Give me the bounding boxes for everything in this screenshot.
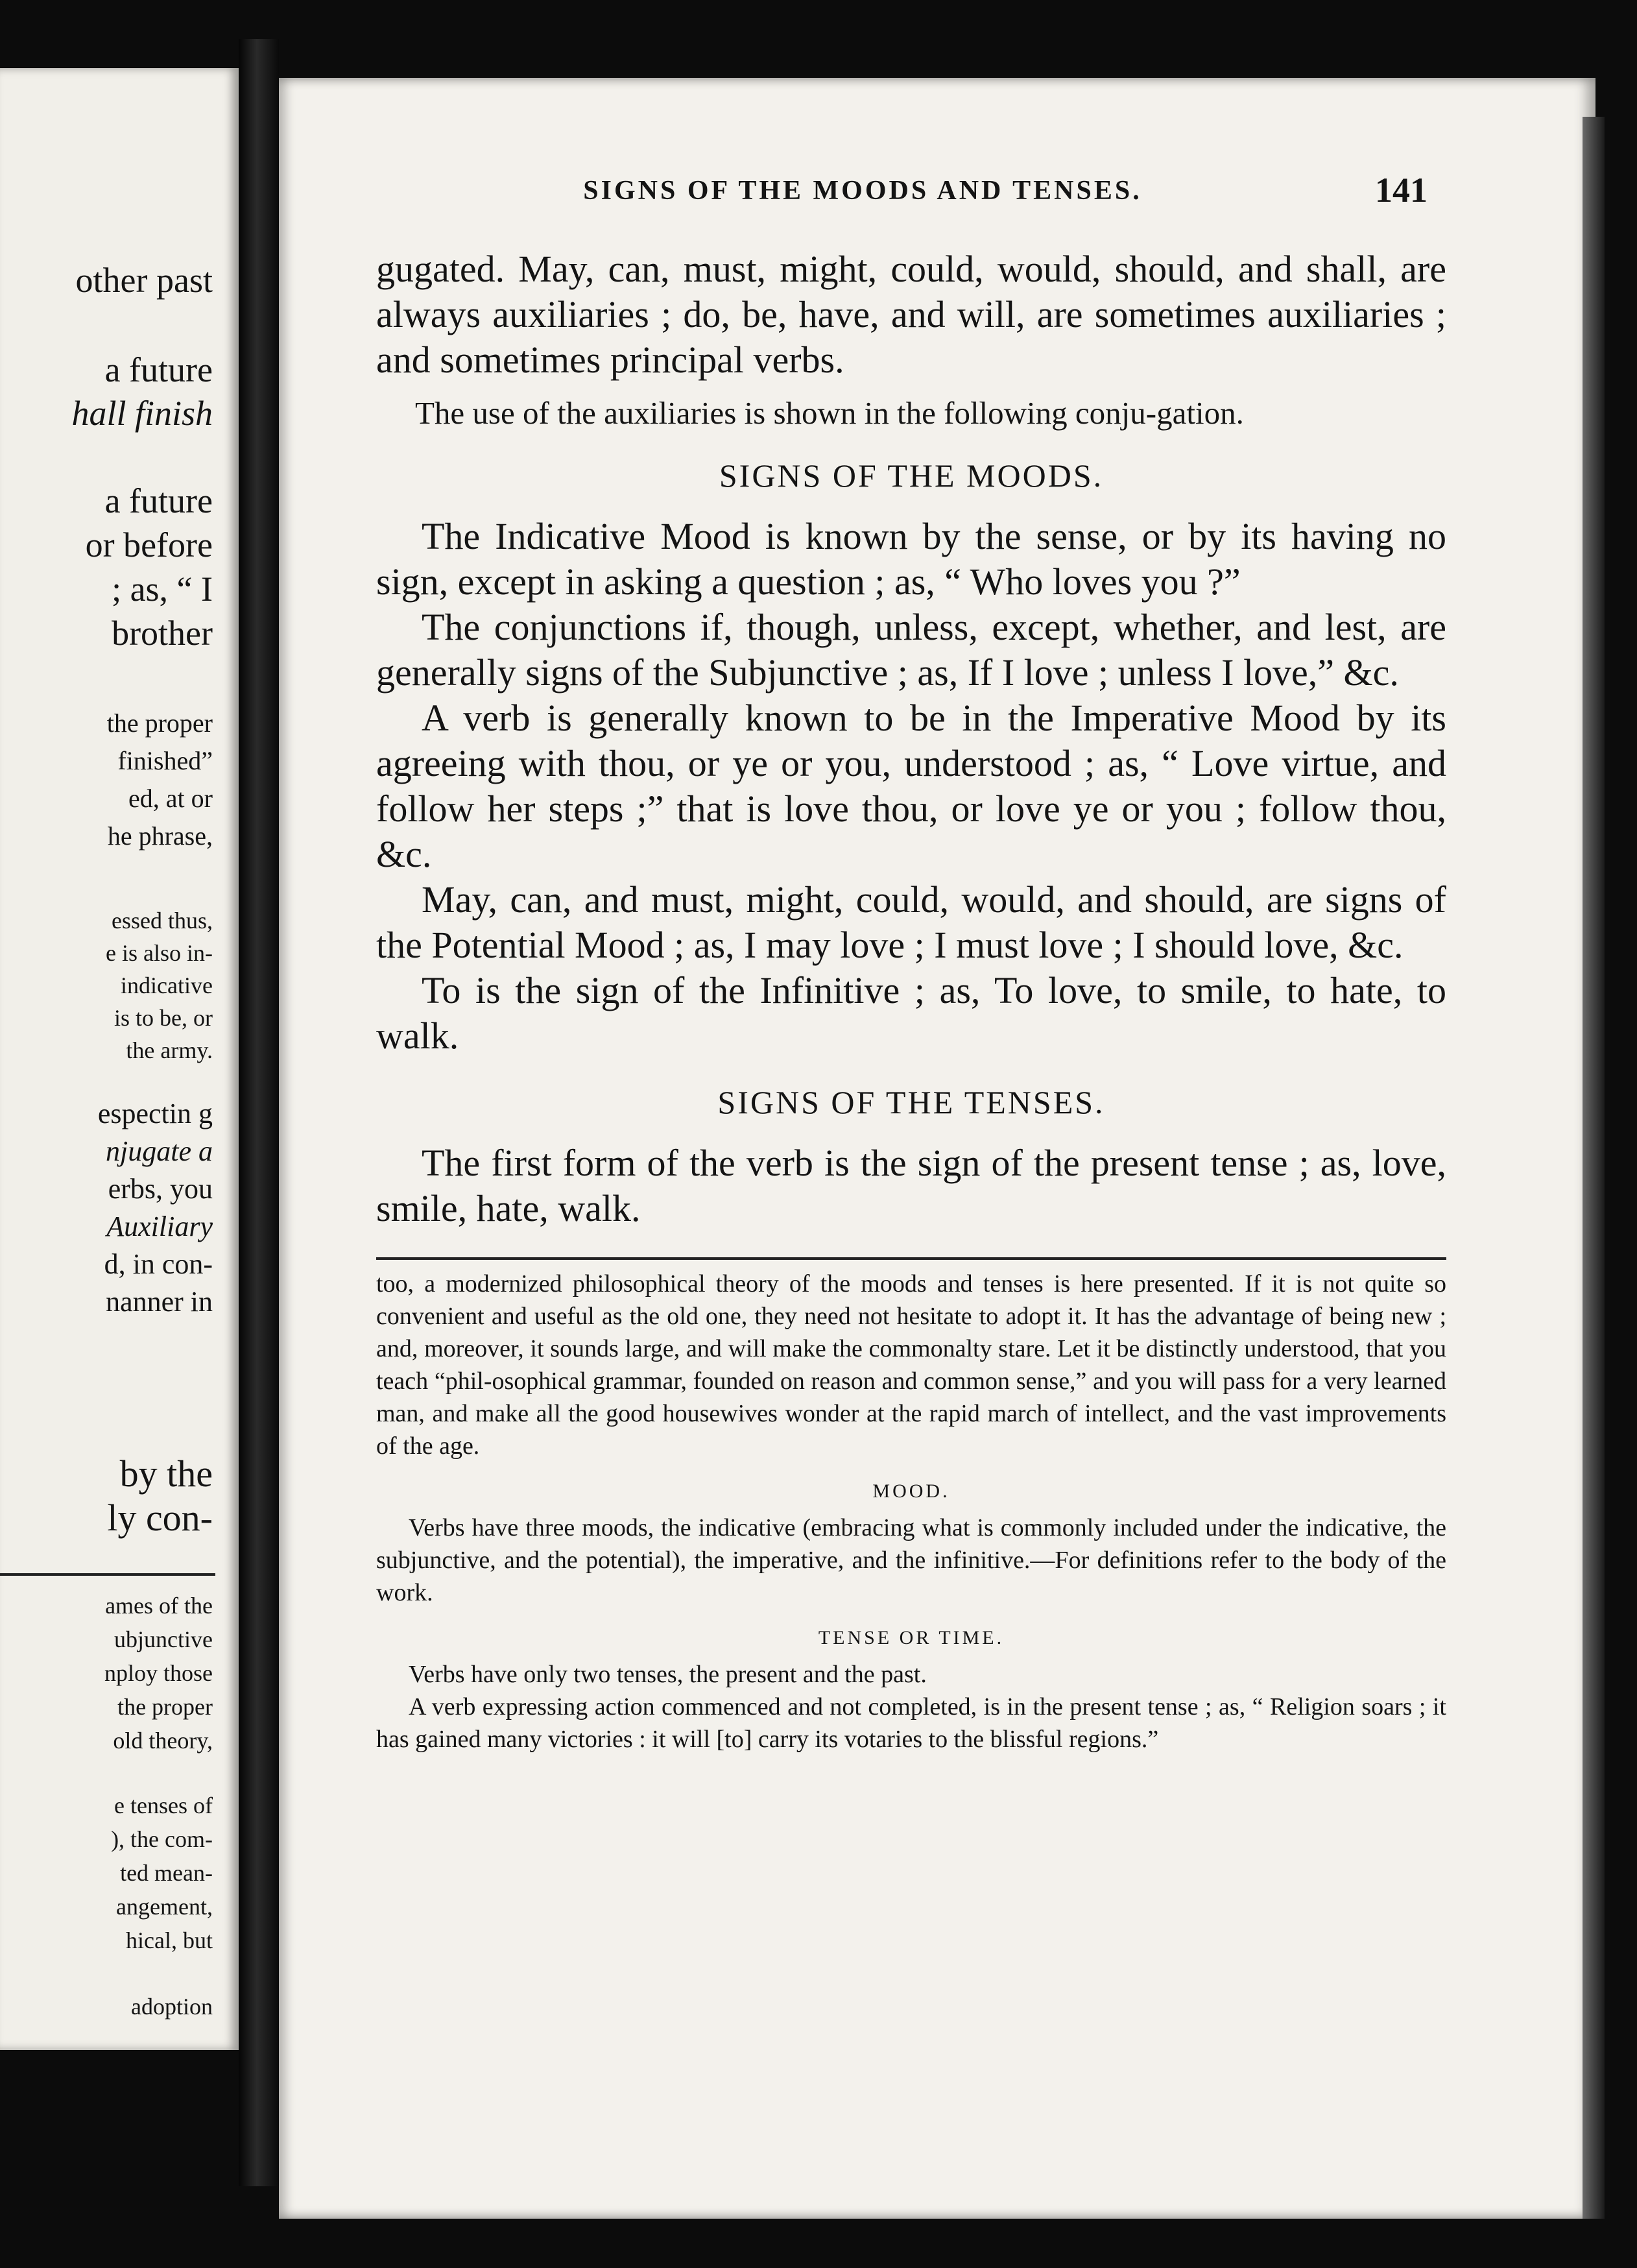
left-footnote-rule (0, 1573, 215, 1576)
page-number: 141 (1375, 171, 1428, 210)
left-fragment: he phrase, (107, 821, 213, 850)
left-fragment: the army. (126, 1037, 213, 1063)
left-fragment: ), the com- (111, 1826, 213, 1852)
left-fragment: a future (104, 481, 213, 520)
footnote-philosophical-theory: too, a modernized philosophical theory of the moods and tenses is here presented. If it is not quite so convenient and useful as the old one, they need not hesitate to adopt it. It has the advantage of being new ; and, moreover, it sounds large, and will make the commonalty stare. Let it be distinctly understood, that you teach “phil-osophical grammar, founded on reason and common sense,” and you will pass for a very learned man, and make all the good housewives wonder at the rapid march of intellect, and the vast improvements of the age. (376, 1270, 1446, 1460)
paragraph-auxiliaries-note: The use of the auxiliaries is shown in the following conju-gation. (415, 395, 1244, 431)
left-fragment: angement, (116, 1894, 213, 1920)
left-fragment: ubjunctive (114, 1626, 213, 1652)
paragraph-indicative: The Indicative Mood is known by the sense, or by its having no sign, except in asking a question ; as, “ Who loves you ?” (376, 515, 1446, 603)
left-fragment: a future (104, 350, 213, 389)
left-fragment: by the (119, 1453, 213, 1495)
left-fragment: nploy those (104, 1660, 213, 1686)
book-page (279, 78, 1595, 2219)
heading-signs-of-tenses: SIGNS OF THE TENSES. (717, 1084, 1105, 1120)
book-gutter (239, 39, 279, 2186)
left-fragment: hall finish (71, 394, 213, 433)
previous-page-fragment (0, 68, 239, 2050)
paragraph-subjunctive: The conjunctions if, though, unless, except, whether, and lest, are generally signs of the Subjunctive ; as, If I love ; unless I love,” &c. (376, 606, 1446, 694)
paragraph-imperative: A verb is generally known to be in the Imperative Mood by its agreeing with thou, or ye or you, understood ; as, “ Love virtue, and follow her steps ;” that is love thou, or love ye or you ; follow thou, &c. (376, 697, 1446, 875)
page-body (376, 247, 1446, 1755)
left-fragment: the proper (106, 708, 213, 738)
heading-signs-of-moods: SIGNS OF THE MOODS. (719, 457, 1104, 494)
left-fragment: nanner in (106, 1286, 213, 1318)
left-fragment: d, in con- (104, 1248, 213, 1280)
left-fragment: other past (75, 261, 213, 300)
footnote-heading-tense: TENSE OR TIME. (818, 1627, 1005, 1648)
left-fragment: Auxiliary (106, 1211, 213, 1242)
left-fragment: adoption (131, 1994, 213, 2020)
left-fragment: the proper (117, 1694, 213, 1720)
left-fragment: ; as, “ I (112, 570, 213, 609)
page-edge (1583, 117, 1605, 2219)
left-fragment: njugate a (106, 1135, 213, 1167)
left-fragment: old theory, (113, 1728, 213, 1754)
paragraph-present-tense: The first form of the verb is the sign of the present tense ; as, love, smile, hate, walk. (376, 1142, 1446, 1229)
footnote-present-tense: A verb expressing action commenced and not completed, is in the present tense ; as, “ Religion soars ; it has gained many victories : it will [to] carry its votaries to the blissful regions.” (376, 1693, 1446, 1753)
footnote-heading-mood: MOOD. (872, 1480, 950, 1502)
left-fragment: e tenses of (114, 1792, 213, 1818)
footnote-moods: Verbs have three moods, the indicative (embracing what is commonly included under the indicative, the subjunctive, and the potential), the imperative, and the infinitive.—For definitions refer to the body of the work. (376, 1514, 1446, 1606)
footnote-tenses: Verbs have only two tenses, the present and the past. (409, 1661, 927, 1688)
left-fragment: e is also in- (106, 940, 213, 966)
running-head: SIGNS OF THE MOODS AND TENSES. (583, 176, 1142, 206)
footnote-rule (376, 1257, 1446, 1260)
paragraph-potential: May, can, and must, might, could, would, and should, are signs of the Potential Mood ; as, I may love ; I must love ; I should love, &c. (376, 878, 1446, 966)
left-fragment: brother (112, 614, 213, 653)
left-fragment: or before (85, 525, 213, 564)
left-fragment: indicative (121, 972, 213, 998)
left-fragment: espectin g (97, 1098, 213, 1129)
paragraph-infinitive: To is the sign of the Infinitive ; as, To love, to smile, to hate, to walk. (376, 969, 1446, 1057)
left-fragment: ted mean- (120, 1860, 213, 1886)
left-fragment: finished” (117, 746, 213, 775)
left-fragment: ed, at or (128, 784, 213, 813)
left-fragment: is to be, or (114, 1005, 213, 1031)
left-fragment: essed thus, (112, 908, 213, 934)
left-fragment: hical, but (126, 1927, 213, 1953)
left-fragment: erbs, you (108, 1173, 213, 1205)
left-fragment: ly con- (107, 1497, 213, 1539)
left-fragment: ames of the (105, 1593, 213, 1619)
paragraph-continuation: gugated. May, can, must, might, could, would, should, and shall, are always auxiliaries ; do, be, have, and will, are sometimes auxiliaries ; and sometimes principal verbs. (376, 248, 1446, 381)
